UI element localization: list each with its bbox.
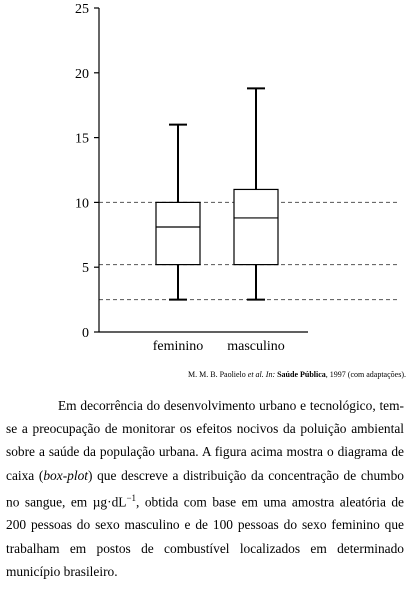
y-tick-label: 15: [75, 131, 89, 147]
source-authors: M. M. B. Paolielo: [188, 370, 248, 379]
x-category-label: feminino: [152, 339, 204, 354]
figure-source: [0, 370, 406, 379]
x-axis-labels: [153, 339, 285, 354]
source-rest: , 1997 (com adaptações).: [325, 370, 406, 379]
paragraph-italic-term: box-plot: [43, 467, 88, 483]
boxes: [156, 88, 278, 299]
box-feminino: [156, 202, 200, 264]
box-masculino: [234, 189, 278, 264]
y-tick-label: 20: [75, 66, 89, 82]
y-tick-label: 25: [75, 2, 89, 17]
paragraph-part2: ) que descreve a distribuição da concentração de chumbo no sangue, em µg·dL: [6, 467, 404, 510]
source-etal: et al.: [247, 370, 264, 379]
y-tick-label: 0: [82, 326, 89, 341]
source-journal: Saúde Pública: [277, 370, 326, 379]
paragraph-part1: Em decorrência do desenvolvimento urbano e tecnológico, tem-se a preocupação de monitorar os efeitos nocivos da poluição ambiental sobre a saúde da população urbana. A figura acima mostra o diagrama de caixa (: [6, 398, 404, 483]
paragraph: [6, 394, 404, 583]
x-category-label: masculino: [227, 339, 285, 354]
unit-exponent: −1: [126, 492, 137, 503]
question-text: [6, 394, 404, 583]
source-in: In:: [263, 370, 278, 379]
y-axis-ticks: [75, 2, 99, 341]
y-tick-label: 10: [75, 196, 89, 212]
paragraph-part3: , obtida com base em uma amostra aleatória de 200 pessoas do sexo masculino e de 100 pessoas do sexo feminino que trabalham em postos de combustível localizados em determinado município brasileiro.: [6, 494, 404, 579]
y-tick-label: 5: [82, 261, 89, 277]
